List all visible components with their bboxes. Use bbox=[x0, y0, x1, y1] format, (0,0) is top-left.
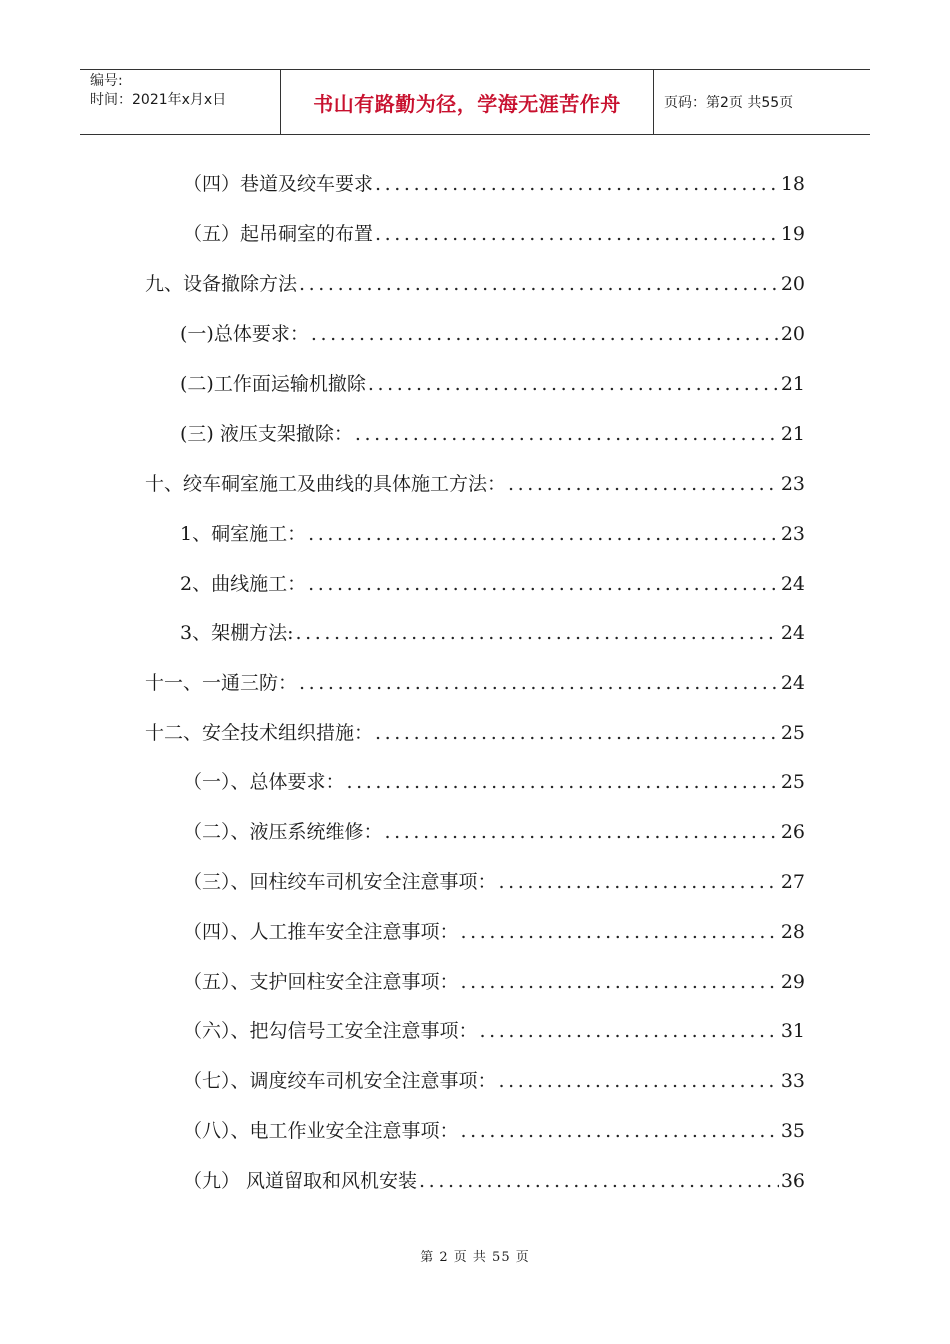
toc-entry[interactable] bbox=[183, 1166, 805, 1196]
toc-entry-title: (三) 液压支架撤除： bbox=[180, 423, 353, 445]
toc-entry-page: 19 bbox=[780, 223, 805, 245]
toc-entry[interactable] bbox=[145, 718, 805, 748]
toc-leader-dots bbox=[459, 917, 779, 947]
toc-entry[interactable] bbox=[180, 369, 805, 399]
toc-entry-page: 31 bbox=[780, 1020, 805, 1042]
toc-entry-title: 九、设备撤除方法 bbox=[145, 273, 298, 295]
toc-entry[interactable] bbox=[183, 817, 805, 847]
toc-entry-title: （八）、电工作业安全注意事项： bbox=[183, 1120, 459, 1142]
toc-entry-page: 18 bbox=[780, 173, 805, 195]
toc-entry-page: 35 bbox=[780, 1120, 805, 1142]
toc-leader-dots bbox=[353, 419, 779, 449]
toc-leader-dots bbox=[383, 817, 779, 847]
toc-leader-dots bbox=[306, 569, 779, 599]
toc-leader-dots bbox=[459, 1116, 779, 1146]
toc-entry-page: 24 bbox=[780, 672, 805, 694]
toc-entry-page: 36 bbox=[780, 1170, 805, 1192]
toc-entry-title: 十二、安全技术组织措施： bbox=[145, 722, 374, 744]
toc-leader-dots bbox=[459, 967, 779, 997]
toc-entry[interactable] bbox=[180, 569, 805, 599]
toc-entry-page: 21 bbox=[780, 373, 805, 395]
toc-entry-title: （二）、液压系统维修： bbox=[183, 821, 383, 843]
toc-entry-title: （五）、支护回柱安全注意事项： bbox=[183, 971, 459, 993]
toc-entry-page: 26 bbox=[780, 821, 805, 843]
toc-leader-dots bbox=[366, 369, 779, 399]
toc-entry-page: 25 bbox=[780, 722, 805, 744]
page-header bbox=[80, 69, 870, 135]
toc-leader-dots bbox=[294, 618, 779, 648]
toc-entry[interactable] bbox=[180, 419, 805, 449]
toc-entry-page: 24 bbox=[780, 573, 805, 595]
toc-leader-dots bbox=[306, 519, 779, 549]
toc-entry[interactable] bbox=[180, 319, 805, 349]
toc-entry-title: 十一、一通三防： bbox=[145, 672, 298, 694]
toc-entry-title: 1、硐室施工： bbox=[180, 523, 307, 545]
toc-entry-title: （六）、把勾信号工安全注意事项： bbox=[183, 1020, 478, 1042]
toc-leader-dots bbox=[506, 469, 779, 499]
toc-entry-title: (二)工作面运输机撤除 bbox=[180, 373, 366, 395]
toc-entry[interactable] bbox=[183, 767, 805, 797]
toc-entry[interactable] bbox=[183, 967, 805, 997]
toc-leader-dots bbox=[497, 1066, 779, 1096]
toc-entry[interactable] bbox=[145, 668, 805, 698]
toc-entry[interactable] bbox=[145, 269, 805, 299]
toc-entry-page: 29 bbox=[780, 971, 805, 993]
toc-entry[interactable] bbox=[183, 219, 805, 249]
toc-entry-page: 23 bbox=[780, 473, 805, 495]
toc-entry[interactable] bbox=[183, 169, 805, 199]
toc-leader-dots bbox=[373, 219, 779, 249]
toc-entry-page: 28 bbox=[780, 921, 805, 943]
toc-entry-title: （一）、总体要求： bbox=[183, 771, 345, 793]
header-meta bbox=[80, 70, 281, 134]
toc-leader-dots bbox=[345, 767, 779, 797]
toc-entry[interactable] bbox=[180, 618, 805, 648]
toc-entry[interactable] bbox=[183, 867, 805, 897]
toc-entry[interactable] bbox=[183, 1016, 805, 1046]
toc-entry-page: 25 bbox=[780, 771, 805, 793]
toc-entry-title: （九） 风道留取和风机安装 bbox=[183, 1170, 418, 1192]
toc-entry[interactable] bbox=[183, 1116, 805, 1146]
toc-leader-dots bbox=[297, 668, 779, 698]
toc-entry-title: （四）、人工推车安全注意事项： bbox=[183, 921, 459, 943]
toc-entry[interactable] bbox=[183, 1066, 805, 1096]
toc-entry-title: 2、曲线施工： bbox=[180, 573, 307, 595]
toc-entry[interactable] bbox=[145, 469, 805, 499]
toc-leader-dots bbox=[373, 718, 779, 748]
toc-leader-dots bbox=[478, 1016, 779, 1046]
toc-entry-page: 20 bbox=[780, 273, 805, 295]
toc-entry[interactable] bbox=[183, 917, 805, 947]
toc-leader-dots bbox=[417, 1166, 779, 1196]
header-motto: 书山有路勤为径，学海无涯苦作舟 bbox=[281, 70, 654, 134]
toc-entry-title: （五）起吊硐室的布置 bbox=[183, 223, 374, 245]
toc-entry-title: （四）巷道及绞车要求 bbox=[183, 173, 374, 195]
toc-leader-dots bbox=[297, 269, 779, 299]
toc-entry-page: 23 bbox=[780, 523, 805, 545]
toc-entry-title: 3、架棚方法: bbox=[180, 622, 294, 644]
toc-entry-page: 33 bbox=[780, 1070, 805, 1092]
toc-entry-page: 27 bbox=[780, 871, 805, 893]
toc-entry-page: 24 bbox=[780, 622, 805, 644]
header-number-label: 编号: bbox=[90, 73, 123, 89]
header-page-label: 页码：第2页 共55页 bbox=[664, 95, 794, 111]
toc-leader-dots bbox=[309, 319, 779, 349]
toc-entry-title: （七）、调度绞车司机安全注意事项： bbox=[183, 1070, 497, 1092]
toc-entry[interactable] bbox=[180, 519, 805, 549]
toc-entry-title: (一)总体要求： bbox=[180, 323, 309, 345]
header-time-label: 时间：2021年x月x日 bbox=[90, 92, 227, 108]
page-footer: 第 2 页 共 55 页 bbox=[420, 1250, 530, 1265]
toc-entry-title: 十、绞车硐室施工及曲线的具体施工方法： bbox=[145, 473, 507, 495]
toc-entry-page: 21 bbox=[780, 423, 805, 445]
toc-leader-dots bbox=[497, 867, 779, 897]
toc-entry-page: 20 bbox=[780, 323, 805, 345]
toc-entry-title: （三）、回柱绞车司机安全注意事项： bbox=[183, 871, 497, 893]
toc-leader-dots bbox=[373, 169, 779, 199]
